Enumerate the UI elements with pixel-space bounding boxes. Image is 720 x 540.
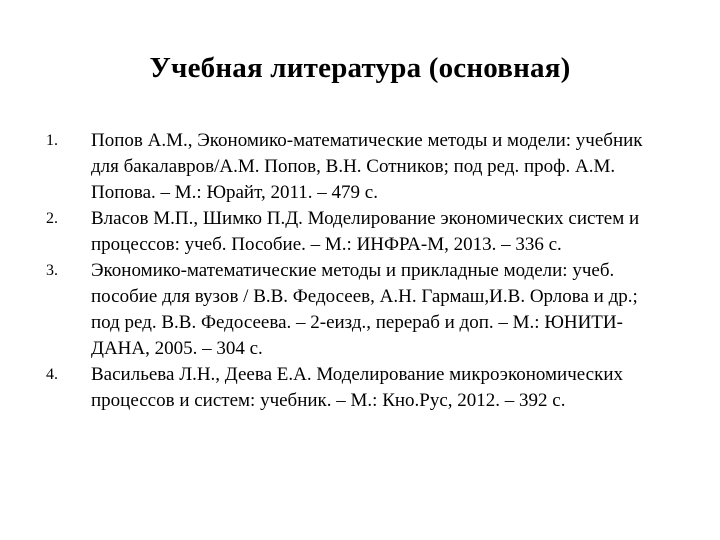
reference-line: под ред. В.В. Федосеева. – 2-еизд., перераб и доп. – М.: ЮНИТИ- — [91, 312, 623, 333]
slide-title: Учебная литература (основная) — [149, 52, 571, 84]
reference-number: 4. — [46, 366, 58, 383]
reference-line: ДАНА, 2005. – 304 с. — [91, 338, 263, 359]
reference-item — [0, 362, 720, 414]
reference-line: Попов А.М., Экономико-математические методы и модели: учебник — [91, 130, 643, 151]
reference-list — [0, 128, 720, 414]
reference-line: Васильева Л.Н., Деева Е.А. Моделирование микроэкономических — [91, 364, 623, 385]
reference-item — [0, 128, 720, 206]
reference-line: процессов: учеб. Пособие. – М.: ИНФРА-М, 2013. – 336 с. — [91, 234, 562, 255]
reference-number: 1. — [46, 132, 58, 149]
reference-item — [0, 206, 720, 258]
reference-number: 3. — [46, 262, 58, 279]
reference-line: пособие для вузов / В.В. Федосеев, А.Н. Гармаш,И.В. Орлова и др.; — [91, 286, 638, 307]
reference-line: для бакалавров/А.М. Попов, В.Н. Сотников; под ред. проф. А.М. — [91, 156, 616, 177]
reference-number: 2. — [46, 210, 58, 227]
reference-line: Попова. – М.: Юрайт, 2011. – 479 с. — [91, 182, 378, 203]
reference-item — [0, 258, 720, 362]
reference-line: Власов М.П., Шимко П.Д. Моделирование экономических систем и — [91, 208, 640, 229]
reference-line: Экономико-математические методы и прикладные модели: учеб. — [91, 260, 615, 281]
reference-line: процессов и систем: учебник. – М.: Кно.Рус, 2012. – 392 с. — [91, 390, 566, 411]
